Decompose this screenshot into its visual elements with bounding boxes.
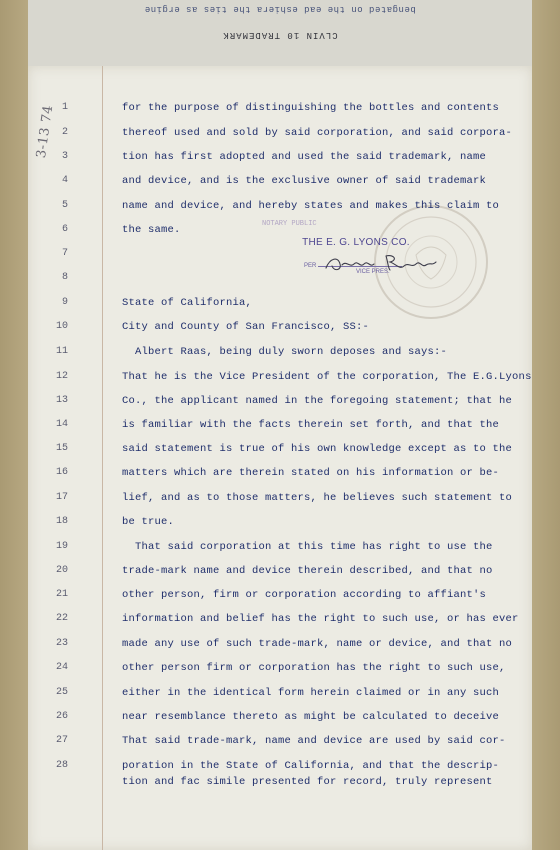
document-line: other person firm or corporation has the right to such use, <box>122 662 506 674</box>
line-number: 8 <box>61 272 68 283</box>
document-line: be true. <box>122 516 175 528</box>
document-line: Albert Raas, being duly sworn deposes and says:- <box>135 346 448 358</box>
line-number: 9 <box>61 297 68 308</box>
document-line: the same. <box>122 224 181 236</box>
faint-notary-stamp-text: NOTARY PUBLIC <box>262 220 317 228</box>
line-number: 12 <box>55 371 68 382</box>
line-number: 17 <box>55 492 68 503</box>
line-number: 18 <box>55 516 68 527</box>
line-number: 2 <box>61 127 68 138</box>
line-number: 4 <box>61 175 68 186</box>
document-line: thereof used and sold by said corporation, and said corpora- <box>122 127 513 139</box>
flap-upside-down-text: bengated on the ead eshiera the ties as ergine <box>144 4 416 14</box>
document-line: That he is the Vice President of the corporation, The E.G.Lyons <box>122 371 532 383</box>
line-number: 21 <box>55 589 68 600</box>
document-line: near resemblance thereto as might be calculated to deceive <box>122 711 500 723</box>
flap-upside-down-heading: CLVIN 10 TRADEMARK <box>222 30 338 40</box>
handwritten-margin-note: 3-13 74 <box>34 104 57 160</box>
line-number: 19 <box>55 541 68 552</box>
document-line: is familiar with the facts therein set forth, and that the <box>122 419 500 431</box>
stamp-per-label: PER <box>304 263 317 269</box>
line-number: 3 <box>61 151 68 162</box>
document-line: poration in the State of California, and that the descrip- <box>122 760 500 772</box>
margin-rule <box>102 66 103 850</box>
line-number: 1 <box>61 102 68 113</box>
handwritten-signature <box>322 248 442 278</box>
document-line: Co., the applicant named in the foregoing statement; that he <box>122 395 513 407</box>
document-line: matters which are therein stated on his information or be- <box>122 467 500 479</box>
document-line: and device, and is the exclusive owner of said trademark <box>122 175 487 187</box>
document-line: lief, and as to those matters, he believes such statement to <box>122 492 513 504</box>
document-line: made any use of such trade-mark, name or device, and that no <box>122 638 513 650</box>
document-line: That said trade-mark, name and device are used by said cor- <box>122 735 506 747</box>
document-line: City and County of San Francisco, SS:- <box>122 321 370 333</box>
line-number: 15 <box>55 443 68 454</box>
line-number: 6 <box>61 224 68 235</box>
document-line: for the purpose of distinguishing the bottles and contents <box>122 102 500 114</box>
line-number: 5 <box>61 200 68 211</box>
document-line: information and belief has the right to such use, or has ever <box>122 613 519 625</box>
line-number: 10 <box>55 321 68 332</box>
line-number: 11 <box>55 346 68 357</box>
document-line: That said corporation at this time has right to use the <box>135 541 493 553</box>
document-line: said statement is true of his own knowledge except as to the <box>122 443 513 455</box>
line-number: 25 <box>55 687 68 698</box>
stamp-company-name: THE E. G. LYONS CO. <box>302 237 410 248</box>
document-line: either in the identical form herein claimed or in any such <box>122 687 500 699</box>
document-line: State of California, <box>122 297 253 309</box>
line-number: 16 <box>55 467 68 478</box>
line-number: 26 <box>55 711 68 722</box>
document-line: name and device, and hereby states and makes this claim to <box>122 200 500 212</box>
line-number: 28 <box>55 760 68 771</box>
line-number: 7 <box>61 248 68 259</box>
line-number: 23 <box>55 638 68 649</box>
document-line: trade-mark name and device therein described, and that no <box>122 565 493 577</box>
line-number: 24 <box>55 662 68 673</box>
stamp-title-label: VICE PRES. <box>356 269 390 275</box>
line-number: 22 <box>55 613 68 624</box>
line-number: 14 <box>55 419 68 430</box>
document-line: tion has first adopted and used the said trademark, name <box>122 151 487 163</box>
document-line: other person, firm or corporation according to affiant's <box>122 589 487 601</box>
document-line: tion and fac simile presented for record, truly represent <box>122 776 493 788</box>
line-number: 27 <box>55 735 68 746</box>
line-number: 20 <box>55 565 68 576</box>
line-number: 13 <box>55 395 68 406</box>
folded-flap <box>28 0 532 67</box>
